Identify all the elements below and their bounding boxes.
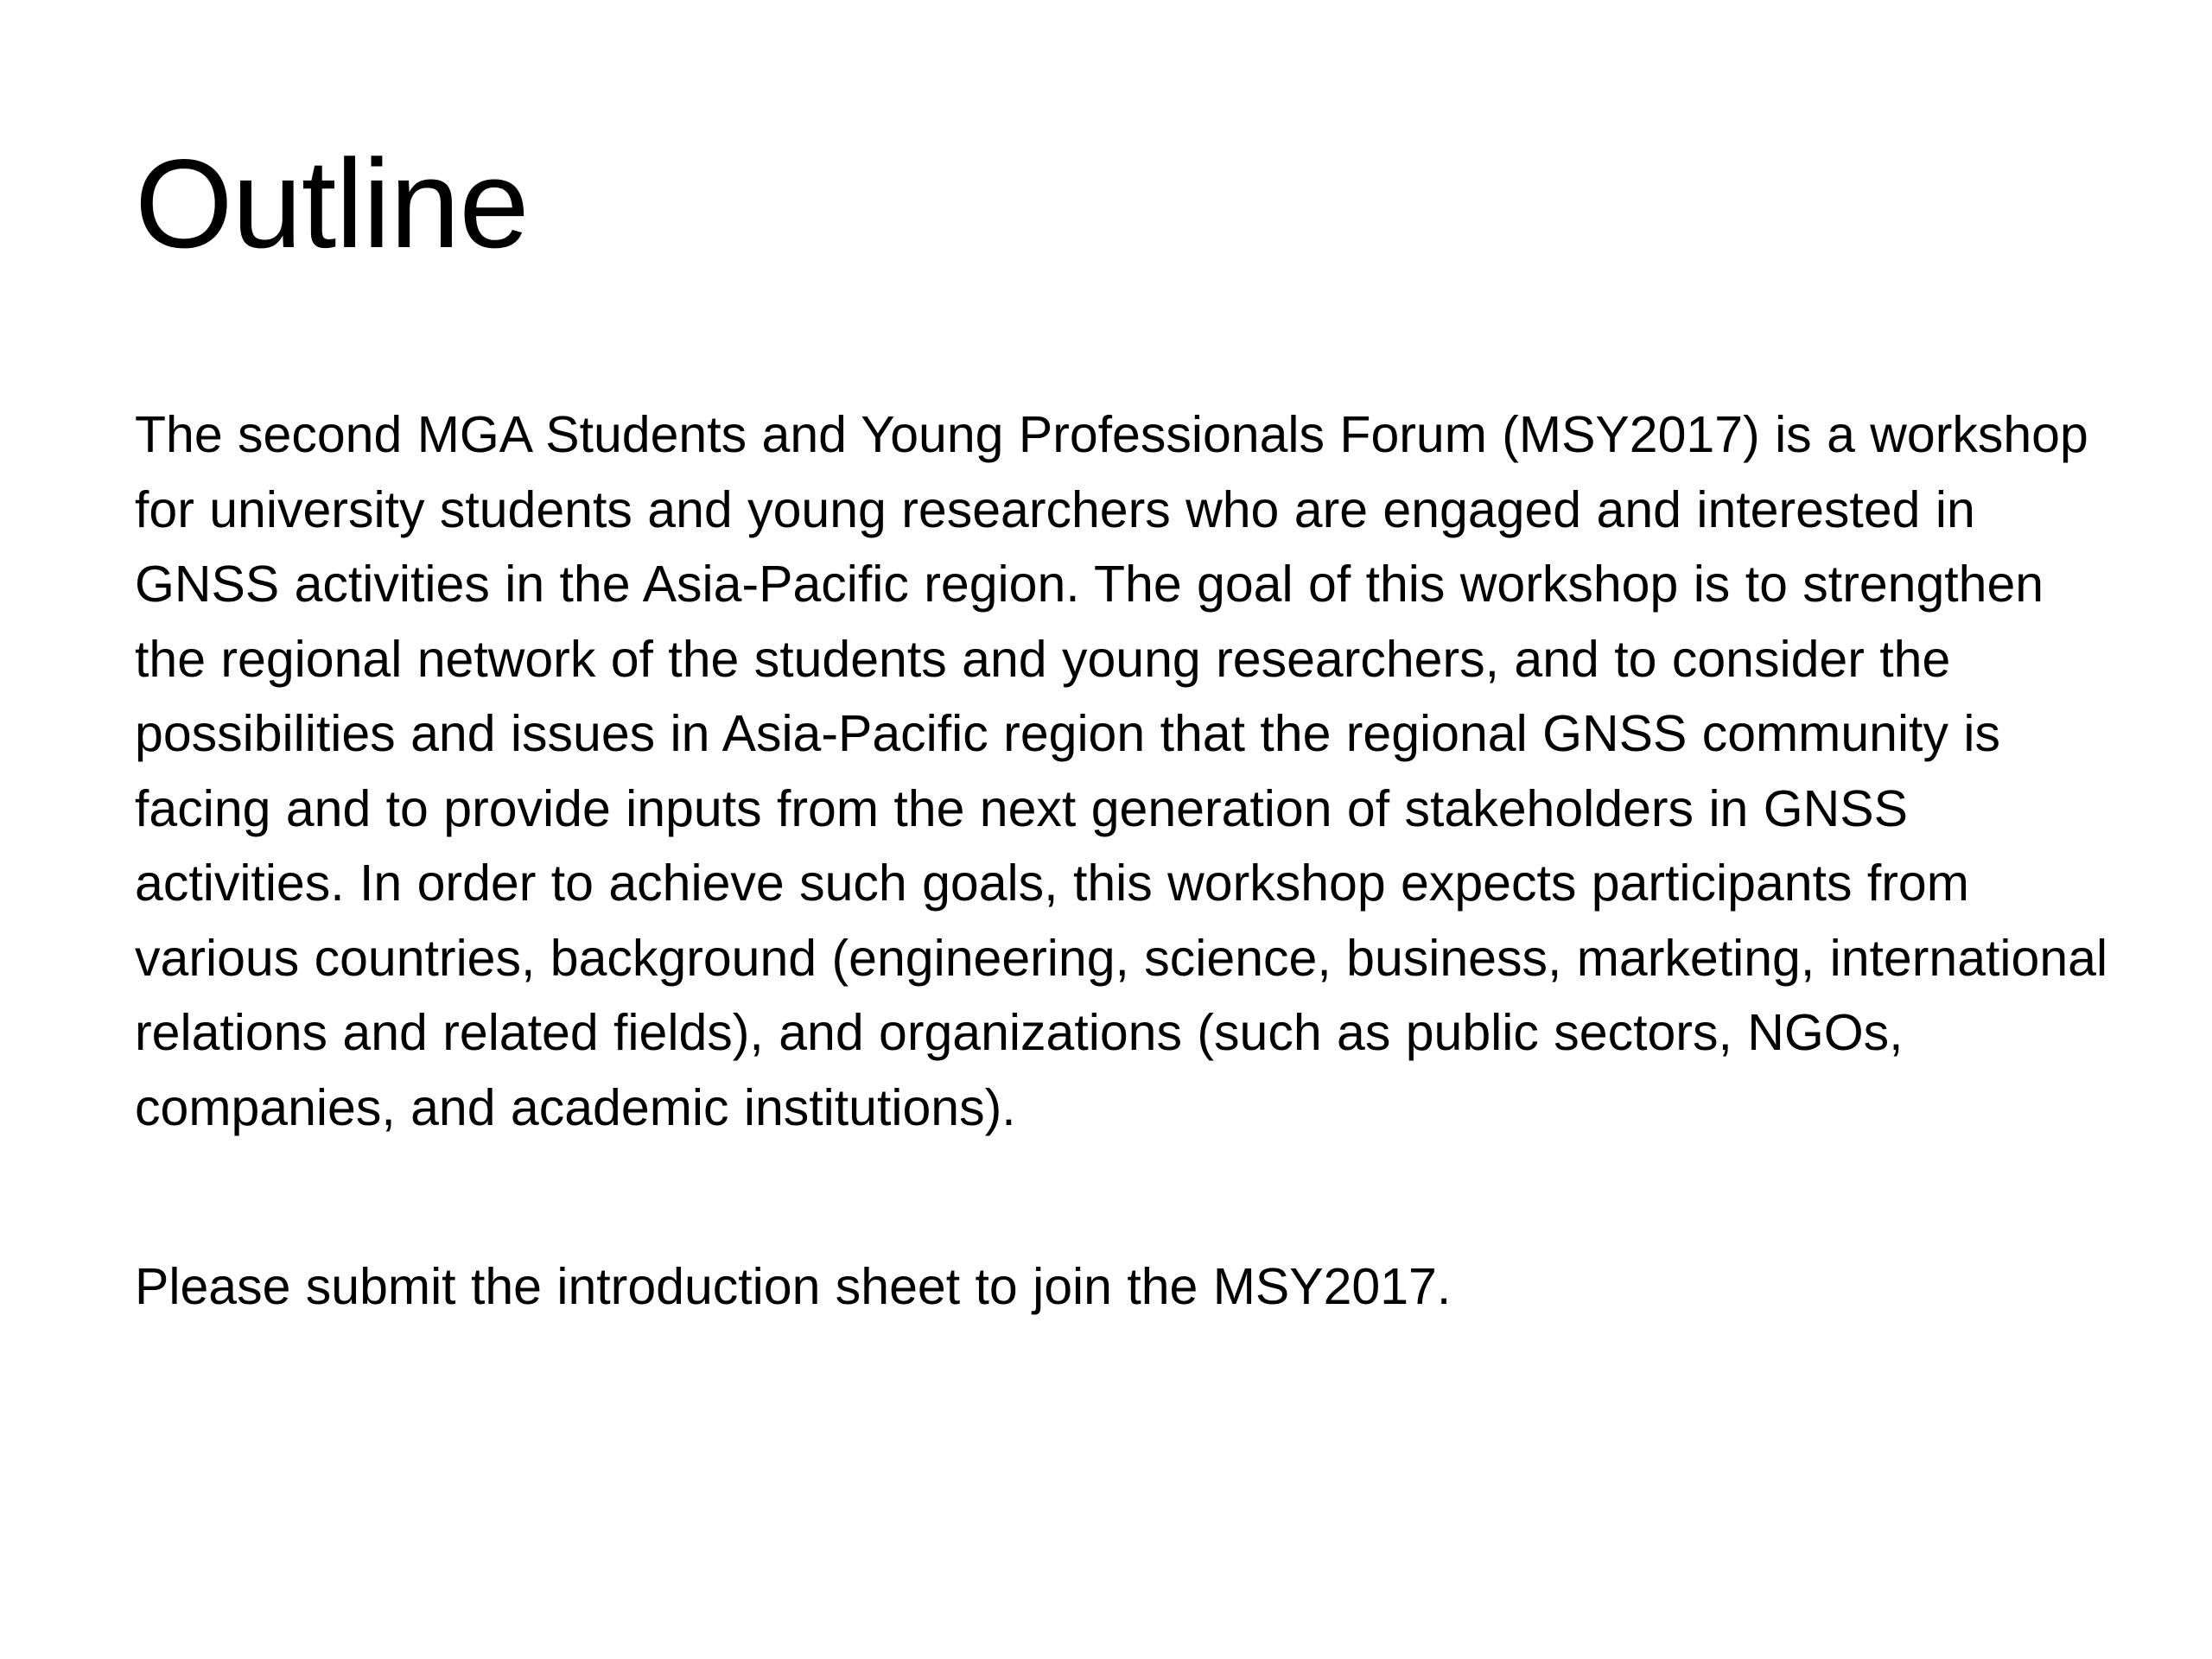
submission-note: Please submit the introduction sheet to join the MSY2017.	[135, 1258, 1452, 1315]
description-paragraph: The second MGA Students and Young Professionals Forum (MSY2017) is a workshop for university students and young researchers who are engaged and interested in GNSS activities in the Asia-Pacific region. The goal of this workshop is to strengthen the regional network of the students and young researchers, and to consider the possibilities and issues in Asia-Pacific region that the regional GNSS community is facing and to provide inputs from the next generation of stakeholders in GNSS activities. In order to achieve such goals, this workshop expects participants from various countries, background (engineering, science, business, marketing, international relations and related fields), and organizations (such as public sectors, NGOs, companies, and academic institutions).	[135, 406, 2108, 1136]
slide-title: Outline	[135, 133, 529, 274]
slide-body	[135, 397, 2113, 1325]
